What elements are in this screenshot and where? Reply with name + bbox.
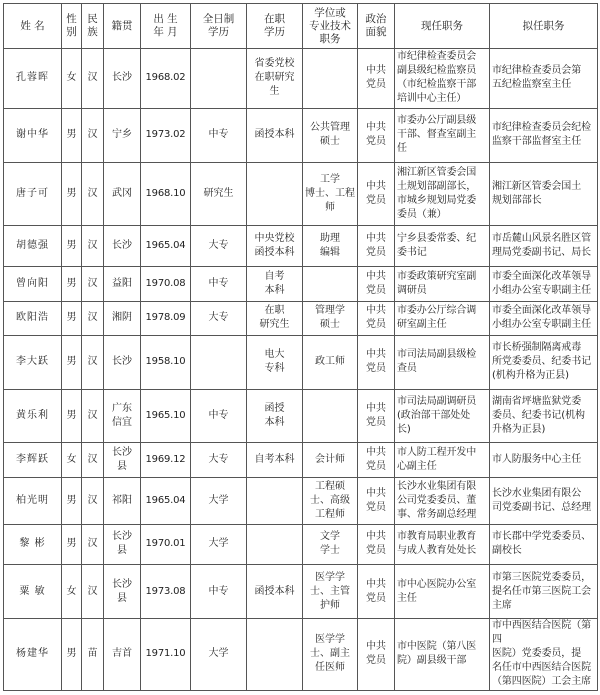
cell-hometown: 长沙 县	[104, 443, 141, 477]
cell-political-status: 中共 党员	[358, 389, 395, 443]
cell-birth: 1973.08	[141, 565, 191, 619]
cell-degree: 文学 学士	[303, 524, 358, 565]
cell-hometown: 长沙 县	[104, 565, 141, 619]
cell-current-position: 市委办公厅副县级 干部、督查室副主 任	[395, 108, 490, 162]
cell-political-status: 中共 党员	[358, 565, 395, 619]
cell-ethnicity: 汉	[82, 524, 104, 565]
cell-fulltime-education: 大专	[191, 301, 247, 335]
cell-fulltime-education	[191, 49, 247, 109]
cell-birth: 1978.09	[141, 301, 191, 335]
cell-proposed-position: 市人防服务中心主任	[490, 443, 598, 477]
cell-name: 粟 敏	[4, 565, 62, 619]
cell-gender: 男	[62, 389, 82, 443]
cell-gender: 男	[62, 301, 82, 335]
cell-proposed-position: 湘江新区管委会国土 规划部部长	[490, 162, 598, 226]
cell-political-status: 中共 党员	[358, 301, 395, 335]
cell-ethnicity: 汉	[82, 162, 104, 226]
header-birth: 出 生 年 月	[141, 4, 191, 49]
cell-political-status: 中共 党员	[358, 108, 395, 162]
cell-proposed-position: 市委全面深化改革领导 小组办公室专职副主任	[490, 301, 598, 335]
cell-proposed-position: 市委全面深化改革领导 小组办公室专职副主任	[490, 267, 598, 301]
cell-degree	[303, 49, 358, 109]
cell-gender: 男	[62, 108, 82, 162]
header-gender: 性 别	[62, 4, 82, 49]
cell-fulltime-education: 大专	[191, 226, 247, 267]
cell-fulltime-education: 大学	[191, 477, 247, 524]
cell-current-position: 市中心医院办公室 主任	[395, 565, 490, 619]
cell-inservice-education	[247, 162, 303, 226]
cell-fulltime-education: 大专	[191, 443, 247, 477]
cell-inservice-education: 省委党校 在职研究 生	[247, 49, 303, 109]
cell-gender: 男	[62, 524, 82, 565]
cell-name: 曾向阳	[4, 267, 62, 301]
cell-hometown: 祁阳	[104, 477, 141, 524]
table-row	[4, 301, 598, 335]
cell-ethnicity: 汉	[82, 301, 104, 335]
cell-degree: 管理学 硕士	[303, 301, 358, 335]
header-proposed-position: 拟任职务	[490, 4, 598, 49]
personnel-table	[3, 3, 598, 691]
cell-gender: 女	[62, 565, 82, 619]
cell-gender: 男	[62, 335, 82, 389]
cell-hometown: 吉首	[104, 618, 141, 690]
cell-gender: 女	[62, 49, 82, 109]
cell-proposed-position: 市纪律检查委员会第 五纪检监察室主任	[490, 49, 598, 109]
cell-inservice-education	[247, 618, 303, 690]
cell-inservice-education: 在职 研究生	[247, 301, 303, 335]
cell-political-status: 中共 党员	[358, 162, 395, 226]
cell-name: 李辉跃	[4, 443, 62, 477]
table-row	[4, 49, 598, 109]
cell-ethnicity: 汉	[82, 477, 104, 524]
cell-gender: 男	[62, 226, 82, 267]
table-row	[4, 389, 598, 443]
cell-inservice-education: 函授本科	[247, 108, 303, 162]
cell-hometown: 武冈	[104, 162, 141, 226]
cell-degree: 医学学 士、副主 任医师	[303, 618, 358, 690]
cell-inservice-education	[247, 477, 303, 524]
cell-current-position: 市教育局职业教育 与成人教育处处长	[395, 524, 490, 565]
cell-inservice-education: 中央党校 函授本科	[247, 226, 303, 267]
header-inservice-education: 在职 学历	[247, 4, 303, 49]
cell-fulltime-education: 研究生	[191, 162, 247, 226]
cell-gender: 男	[62, 477, 82, 524]
cell-current-position: 市人防工程开发中 心副主任	[395, 443, 490, 477]
cell-political-status: 中共 党员	[358, 618, 395, 690]
cell-name: 欧阳浩	[4, 301, 62, 335]
header-political-status: 政治 面貌	[358, 4, 395, 49]
header-hometown: 籍贯	[104, 4, 141, 49]
cell-hometown: 长沙	[104, 335, 141, 389]
header-ethnicity: 民 族	[82, 4, 104, 49]
cell-birth: 1970.01	[141, 524, 191, 565]
cell-fulltime-education: 中专	[191, 565, 247, 619]
cell-current-position: 市司法局副调研员 (政治部干部处处 长)	[395, 389, 490, 443]
cell-ethnicity: 汉	[82, 226, 104, 267]
cell-gender: 男	[62, 267, 82, 301]
cell-name: 唐子可	[4, 162, 62, 226]
cell-gender: 女	[62, 443, 82, 477]
cell-birth: 1965.04	[141, 477, 191, 524]
cell-hometown: 益阳	[104, 267, 141, 301]
table-row	[4, 108, 598, 162]
table-row	[4, 618, 598, 690]
cell-ethnicity: 汉	[82, 49, 104, 109]
cell-degree: 助理 编辑	[303, 226, 358, 267]
cell-current-position: 市司法局副县级检 查员	[395, 335, 490, 389]
cell-birth: 1970.08	[141, 267, 191, 301]
header-current-position: 现任职务	[395, 4, 490, 49]
cell-inservice-education: 电大 专科	[247, 335, 303, 389]
cell-degree: 医学学 士、主管 护师	[303, 565, 358, 619]
cell-political-status: 中共 党员	[358, 477, 395, 524]
cell-current-position: 市纪律检查委员会 副县级纪检监察员 （市纪检监察干部 培训中心主任）	[395, 49, 490, 109]
cell-proposed-position: 市长桥强制隔离戒毒 所党委委员、纪委书记 (机构升格为正县)	[490, 335, 598, 389]
cell-degree: 公共管理 硕士	[303, 108, 358, 162]
cell-name: 黎 彬	[4, 524, 62, 565]
header-fulltime-education: 全日制 学历	[191, 4, 247, 49]
header-degree: 学位或 专业技术 职务	[303, 4, 358, 49]
cell-hometown: 长沙	[104, 226, 141, 267]
table-row	[4, 226, 598, 267]
cell-current-position: 市委政策研究室副 调研员	[395, 267, 490, 301]
cell-hometown: 长沙	[104, 49, 141, 109]
table-row	[4, 267, 598, 301]
cell-current-position: 市中医院（第八医 院）副县级干部	[395, 618, 490, 690]
table-row	[4, 443, 598, 477]
cell-fulltime-education	[191, 335, 247, 389]
cell-ethnicity: 汉	[82, 443, 104, 477]
table-row	[4, 524, 598, 565]
cell-birth: 1973.02	[141, 108, 191, 162]
cell-degree	[303, 389, 358, 443]
cell-proposed-position: 市岳麓山风景名胜区管 理局党委副书记、局长	[490, 226, 598, 267]
cell-gender: 男	[62, 162, 82, 226]
cell-ethnicity: 汉	[82, 267, 104, 301]
cell-degree: 会计师	[303, 443, 358, 477]
cell-proposed-position: 市纪律检查委员会纪检 监察干部监督室主任	[490, 108, 598, 162]
table-body	[4, 49, 598, 691]
cell-name: 柏光明	[4, 477, 62, 524]
header-name: 姓 名	[4, 4, 62, 49]
cell-name: 孔蓉晖	[4, 49, 62, 109]
cell-birth: 1968.10	[141, 162, 191, 226]
cell-proposed-position: 市中西医结合医院（第四 医院）党委委员，提 名任市中西医结合医院 （第四医院）工会主席	[490, 618, 598, 690]
cell-proposed-position: 市长郡中学党委委员、 副校长	[490, 524, 598, 565]
cell-proposed-position: 市第三医院党委委员， 提名任市第三医院工会 主席	[490, 565, 598, 619]
cell-current-position: 湘江新区管委会国 土规划部副部长， 市城乡规划局党委 委员（兼）	[395, 162, 490, 226]
cell-ethnicity: 汉	[82, 389, 104, 443]
table-row	[4, 162, 598, 226]
cell-fulltime-education: 大学	[191, 524, 247, 565]
cell-fulltime-education: 中专	[191, 267, 247, 301]
cell-birth: 1971.10	[141, 618, 191, 690]
cell-name: 李大跃	[4, 335, 62, 389]
cell-proposed-position: 湖南省坪塘监狱党委 委员、纪委书记(机构 升格为正县)	[490, 389, 598, 443]
table-row	[4, 477, 598, 524]
cell-political-status: 中共 党员	[358, 226, 395, 267]
cell-birth: 1969.12	[141, 443, 191, 477]
cell-proposed-position: 长沙水业集团有限公 司党委副书记、总经理	[490, 477, 598, 524]
cell-ethnicity: 汉	[82, 565, 104, 619]
cell-hometown: 宁乡	[104, 108, 141, 162]
cell-degree: 工学 博士、工程 师	[303, 162, 358, 226]
cell-name: 杨建华	[4, 618, 62, 690]
cell-inservice-education: 函授本科	[247, 565, 303, 619]
cell-ethnicity: 汉	[82, 108, 104, 162]
cell-degree	[303, 267, 358, 301]
cell-degree: 政工师	[303, 335, 358, 389]
cell-political-status: 中共 党员	[358, 335, 395, 389]
cell-gender: 男	[62, 618, 82, 690]
cell-political-status: 中共 党员	[358, 49, 395, 109]
cell-name: 谢中华	[4, 108, 62, 162]
cell-inservice-education: 自考 本科	[247, 267, 303, 301]
cell-political-status: 中共 党员	[358, 524, 395, 565]
cell-fulltime-education: 中专	[191, 389, 247, 443]
cell-ethnicity: 汉	[82, 335, 104, 389]
cell-political-status: 中共 党员	[358, 267, 395, 301]
cell-hometown: 广东 信宜	[104, 389, 141, 443]
cell-hometown: 长沙 县	[104, 524, 141, 565]
table-row	[4, 335, 598, 389]
cell-current-position: 长沙水业集团有限 公司党委委员、董 事、常务副总经理	[395, 477, 490, 524]
cell-ethnicity: 苗	[82, 618, 104, 690]
cell-current-position: 宁乡县委常委、纪 委书记	[395, 226, 490, 267]
cell-political-status: 中共 党员	[358, 443, 395, 477]
cell-hometown: 湘阴	[104, 301, 141, 335]
cell-degree: 工程硕 士、高级 工程师	[303, 477, 358, 524]
cell-name: 黄乐利	[4, 389, 62, 443]
cell-birth: 1958.10	[141, 335, 191, 389]
cell-fulltime-education: 大学	[191, 618, 247, 690]
cell-birth: 1968.02	[141, 49, 191, 109]
cell-fulltime-education: 中专	[191, 108, 247, 162]
cell-name: 胡德强	[4, 226, 62, 267]
cell-birth: 1965.04	[141, 226, 191, 267]
header-row	[4, 4, 598, 49]
cell-inservice-education: 自考本科	[247, 443, 303, 477]
cell-birth: 1965.10	[141, 389, 191, 443]
cell-inservice-education: 函授 本科	[247, 389, 303, 443]
table-row	[4, 565, 598, 619]
cell-inservice-education	[247, 524, 303, 565]
cell-current-position: 市委办公厅综合调 研室副主任	[395, 301, 490, 335]
